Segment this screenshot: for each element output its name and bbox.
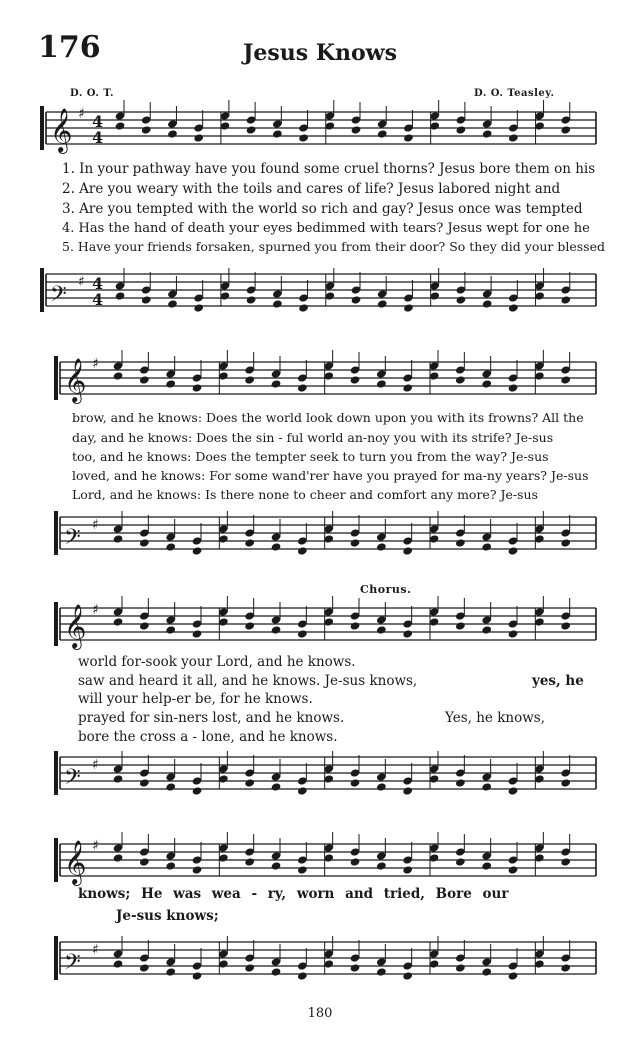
chorus-lyric-line-2: saw and heard it all, and he knows. Je-sus knows, [78,673,418,689]
lyric-line-2-verse-2: day, and he knows: Does the sin - ful world an-noy you with its strife? Je-sus [72,430,554,445]
bass-clef-icon: 𝄢 [64,950,81,980]
chorus-lyric-final-line-1: knows; He was wea - ry, worn and tried, Bore our [78,886,509,902]
lyric-line-1-verse-3: 3. Are you tempted with the world so rich and gay? Jesus once was tempted [62,201,583,217]
time-signature-digit: 4 [92,112,104,131]
key-signature-sharp-icon: ♯ [92,838,99,854]
chorus-lyric-line-4: prayed for sin-ners lost, and he knows. [78,710,345,726]
chorus-lyric-line-1: world for-sook your Lord, and he knows. [78,654,356,670]
page-number: 180 [307,1006,333,1021]
treble-staff-3 [0,596,640,656]
bass-clef-icon: 𝄢 [50,282,67,312]
chorus-lyric-line-2-right: yes, he [532,673,584,689]
bass-clef-icon: 𝄢 [64,765,81,795]
hymn-number: 176 [38,30,101,65]
words-credit: D. O. T. [70,88,114,99]
time-signature-digit: 4 [92,274,104,293]
bass-staff-4 [0,930,640,990]
lyric-line-2-verse-4: loved, and he knows: For some wand'rer have you prayed for ma-ny years? Je-sus [72,468,589,483]
lyric-line-1-verse-5: 5. Have your friends forsaken, spurned you from their door? So they did your blessed [62,239,605,254]
chorus-label: Chorus. [360,583,412,596]
lyric-line-1-verse-4: 4. Has the hand of death your eyes bedimmed with tears? Jesus wept for one he [62,221,590,236]
chorus-lyric-line-4-right: Yes, he knows, [445,710,545,726]
lyric-line-2-verse-1: brow, and he knows: Does the world look down upon you with its frowns? All the [72,410,584,425]
key-signature-sharp-icon: ♯ [78,106,85,122]
lyric-line-1-verse-1: 1. In your pathway have you found some cruel thorns? Jesus bore them on his [62,161,596,177]
treble-clef-icon: 𝄞 [50,108,73,152]
key-signature-sharp-icon: ♯ [92,942,99,958]
chorus-lyric-final-line-2: Je-sus knows; [116,908,219,924]
key-signature-sharp-icon: ♯ [92,757,99,773]
bass-staff-2 [0,505,640,565]
time-signature-digit: 4 [92,290,104,309]
bass-staff-1 [0,262,640,322]
bass-clef-icon: 𝄢 [64,525,81,555]
key-signature-sharp-icon: ♯ [92,517,99,533]
lyric-line-2-verse-5: Lord, and he knows: Is there none to cheer and comfort any more? Je-sus [72,487,539,502]
lyric-line-1-verse-2: 2. Are you weary with the toils and cares of life? Jesus labored night and [62,181,561,197]
treble-staff-2 [0,350,640,410]
chorus-lyric-line-3: will your help-er be, for he knows. [78,691,313,707]
treble-clef-icon: 𝄞 [64,604,87,648]
treble-clef-icon: 𝄞 [64,840,87,884]
hymn-title: Jesus Knows [243,40,397,66]
treble-clef-icon: 𝄞 [64,358,87,402]
bass-staff-3 [0,745,640,805]
chorus-lyric-line-5: bore the cross a - lone, and he knows. [78,729,338,745]
key-signature-sharp-icon: ♯ [78,274,85,290]
treble-staff-1 [0,100,640,160]
time-signature-digit: 4 [92,128,104,147]
lyric-line-2-verse-3: too, and he knows: Does the tempter seek to turn you from the way? Je-sus [72,449,549,464]
treble-staff-4 [0,832,640,892]
key-signature-sharp-icon: ♯ [92,356,99,372]
music-credit: D. O. Teasley. [474,88,555,99]
key-signature-sharp-icon: ♯ [92,602,99,618]
